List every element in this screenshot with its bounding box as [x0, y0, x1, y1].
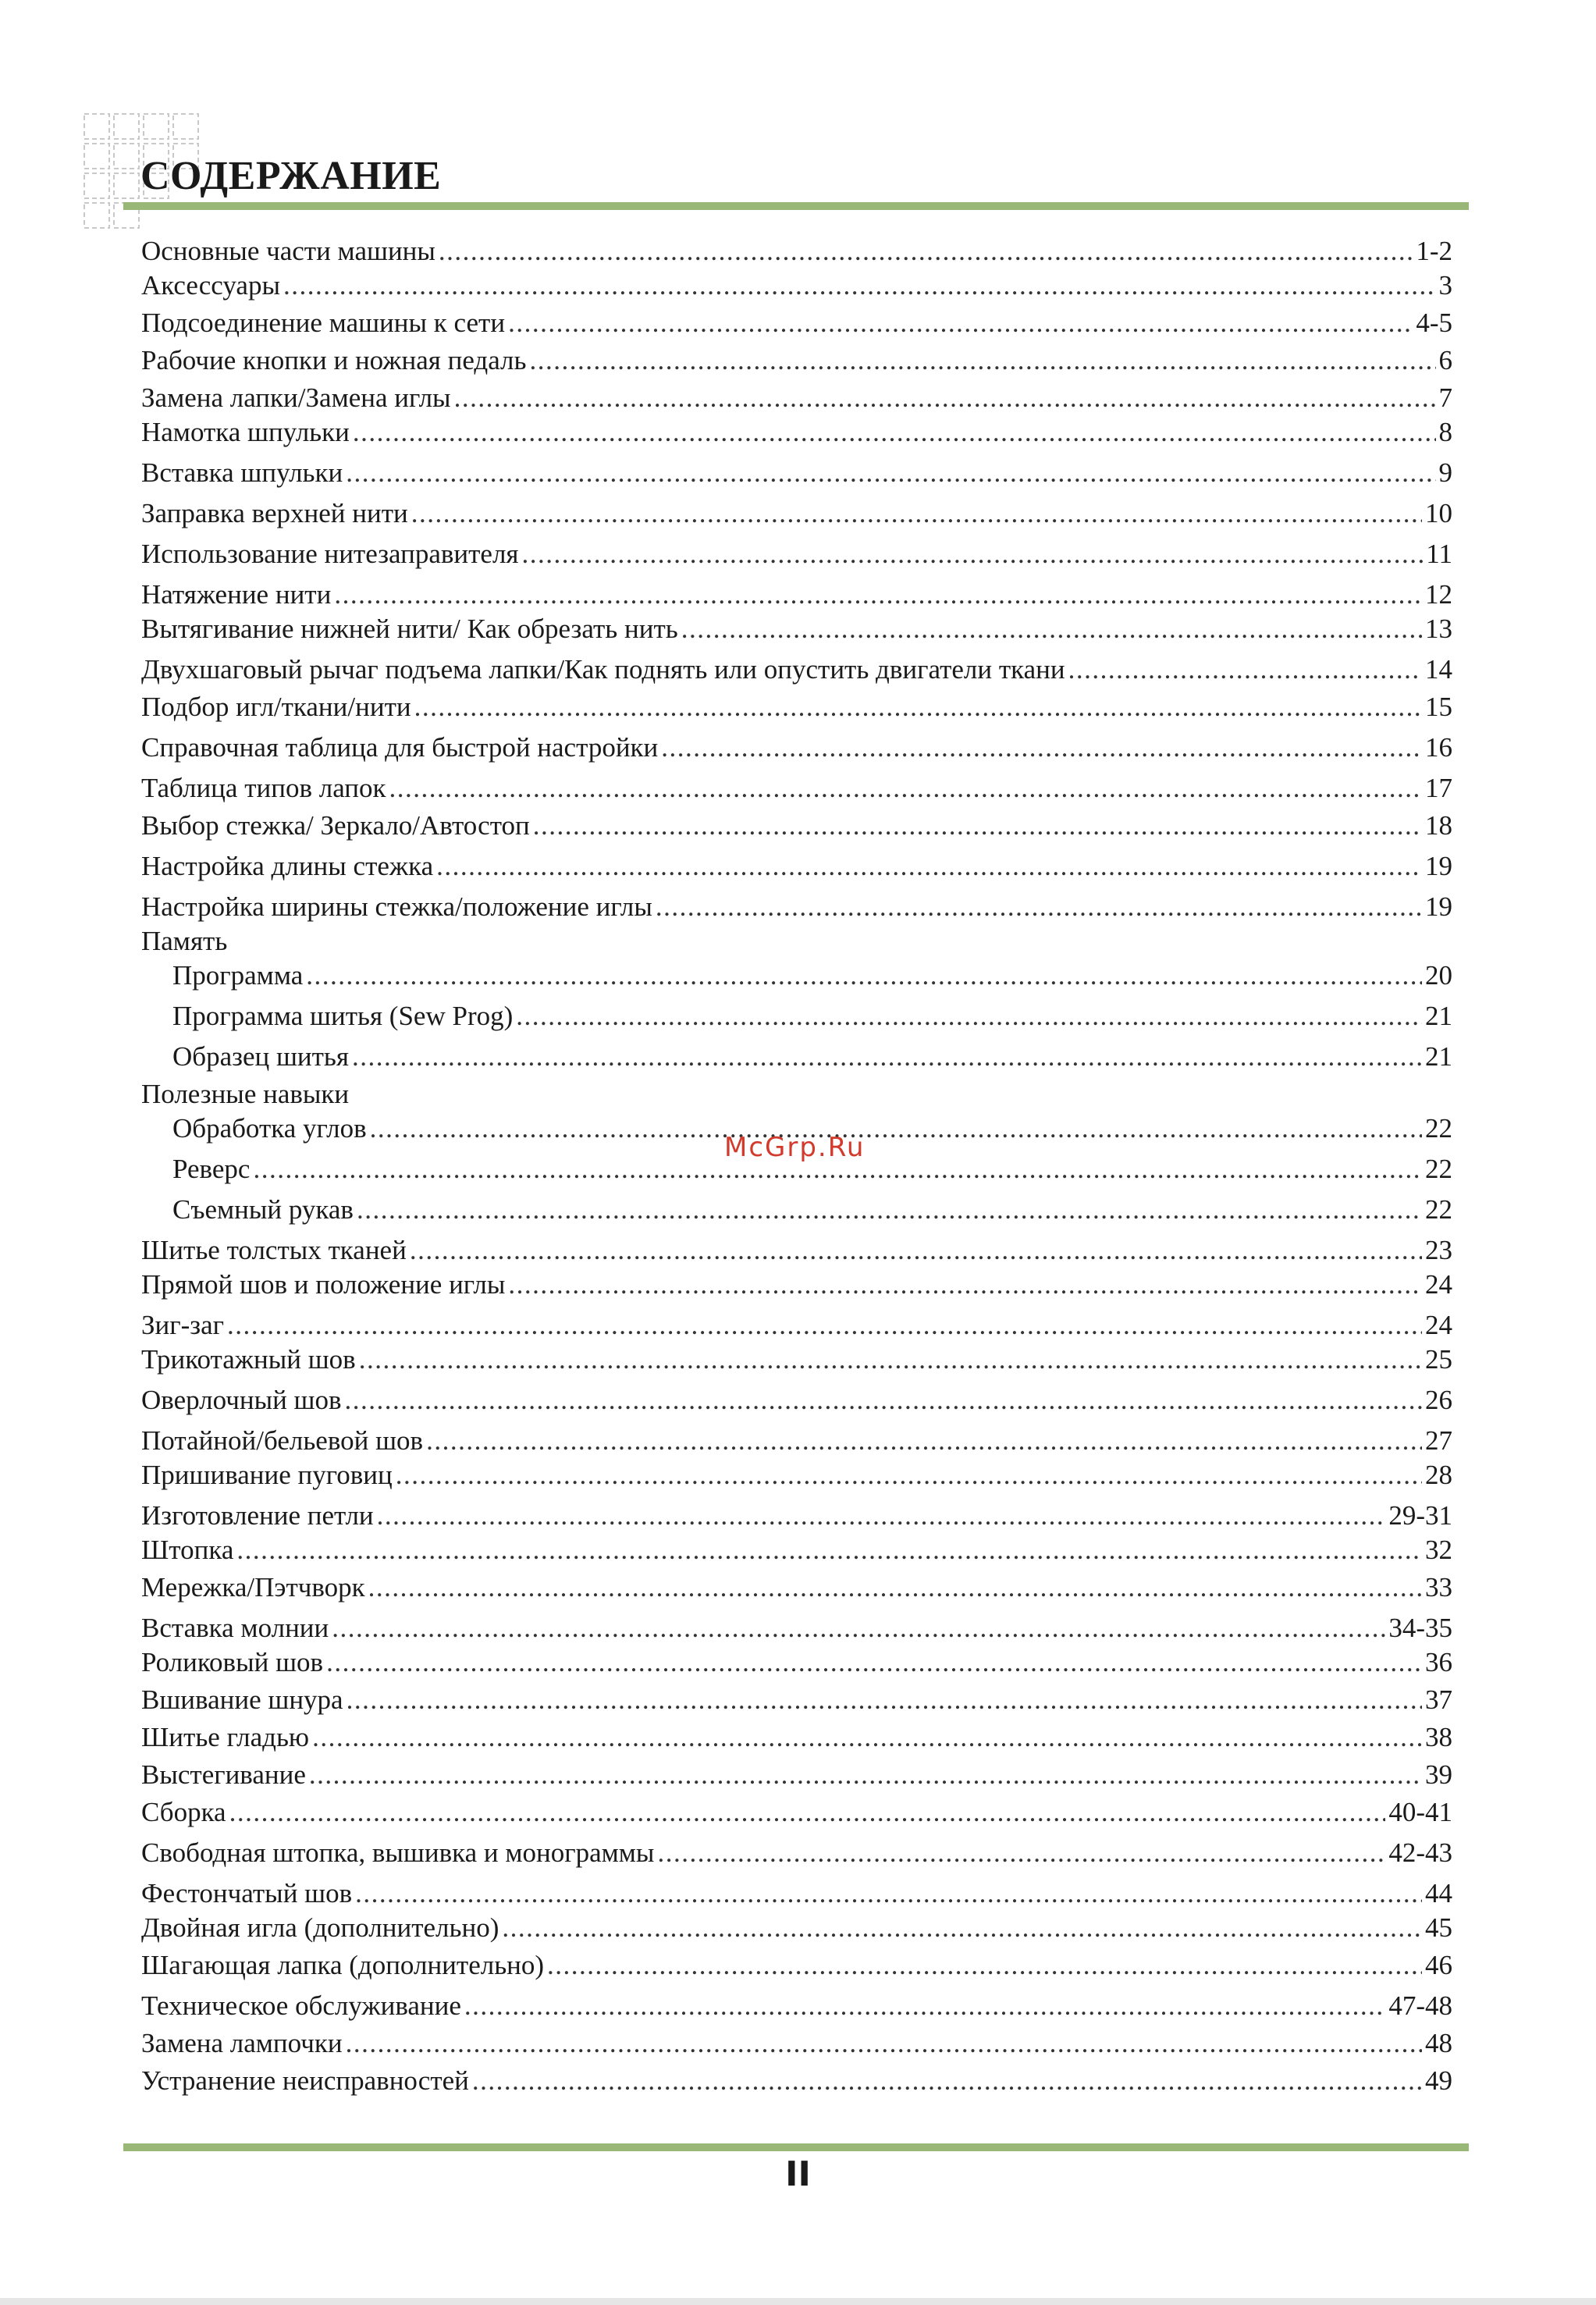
toc-dot-leader [346, 456, 1435, 490]
toc-entry-label: Вшивание шнура [141, 1684, 343, 1715]
toc-entry-label: Вставка шпульки [141, 457, 343, 488]
toc-entry-label: Выбор стежка/ Зеркало/Автостоп [141, 810, 530, 841]
toc-entry-page: 17 [1425, 773, 1452, 803]
toc-dot-leader [414, 690, 1422, 724]
toc-entry[interactable] [141, 1268, 1452, 1302]
toc-entry[interactable] [141, 1645, 1452, 1680]
toc-entry-page: 22 [1425, 1154, 1452, 1184]
toc-entry-page: 8 [1438, 417, 1452, 447]
toc-entry[interactable] [141, 1989, 1452, 2023]
toc-entry-label: Подбор игл/ткани/нити [141, 692, 411, 722]
toc-entry-page: 18 [1425, 810, 1452, 841]
toc-entry-label: Штопка [141, 1535, 234, 1565]
toc-entry-label: Настройка длины стежка [141, 851, 434, 881]
toc-dot-leader [508, 1268, 1422, 1302]
toc-entry-page: 26 [1425, 1385, 1452, 1415]
toc-entry-page: 16 [1425, 732, 1452, 763]
toc-entry-page: 32 [1425, 1535, 1452, 1565]
toc-entry-label: Обработка углов [172, 1113, 367, 1144]
toc-entry[interactable] [141, 343, 1452, 378]
toc-entry-label: Справочная таблица для быстрой настройки [141, 732, 659, 763]
toc-entry-page: 39 [1425, 1759, 1452, 1790]
toc-entry-page: 20 [1425, 960, 1452, 991]
toc-entry[interactable] [141, 1343, 1452, 1377]
toc-entry-label: Образец шитья [172, 1041, 349, 1072]
toc-dot-leader [530, 343, 1436, 378]
toc-entry[interactable] [172, 959, 1452, 993]
toc-entry[interactable] [141, 2026, 1452, 2061]
footer-rule [123, 2143, 1469, 2151]
toc-entry-label: Настройка ширины стежка/положение иглы [141, 891, 652, 922]
toc-entry-page: 21 [1425, 1041, 1452, 1072]
header-rule [123, 202, 1469, 210]
toc-dot-leader [681, 612, 1422, 646]
toc-entry-label: Трикотажный шов [141, 1344, 356, 1375]
toc-entry-page: 15 [1425, 692, 1452, 722]
toc-dot-leader [309, 1758, 1422, 1792]
toc-dot-leader [411, 496, 1422, 531]
toc-entry[interactable] [141, 381, 1452, 415]
toc-entry-page: 19 [1425, 891, 1452, 922]
toc-entry-label: Сборка [141, 1797, 226, 1827]
toc-entry-page: 25 [1425, 1344, 1452, 1375]
toc-entry-label: Использование нитезаправителя [141, 539, 519, 569]
toc-entry-label: Натяжение нити [141, 579, 332, 610]
toc-dot-leader [656, 890, 1422, 924]
toc-entry-label: Потайной/бельевой шов [141, 1425, 424, 1456]
toc-dot-leader [472, 2064, 1422, 2098]
toc-entry-page: 28 [1425, 1460, 1452, 1490]
toc-entry[interactable] [141, 1383, 1452, 1418]
toc-entry[interactable] [141, 1233, 1452, 1268]
toc-entry-page: 45 [1425, 1912, 1452, 1943]
toc-entry[interactable] [141, 1611, 1452, 1645]
toc-dot-leader [389, 771, 1423, 806]
toc-entry[interactable] [141, 1570, 1452, 1605]
toc-entry-page: 19 [1425, 851, 1452, 881]
toc-entry[interactable] [141, 849, 1452, 884]
toc-entry[interactable] [141, 496, 1452, 531]
toc-entry-page: 7 [1438, 382, 1452, 413]
toc-entry-page: 47-48 [1388, 1990, 1452, 2021]
toc-entry-label: Шитье гладью [141, 1722, 310, 1752]
toc-dot-leader [359, 1343, 1422, 1377]
toc-entry[interactable] [141, 578, 1452, 612]
toc-dot-leader [410, 1233, 1422, 1268]
toc-entry-page: 49 [1425, 2065, 1452, 2096]
toc-dot-leader [370, 1112, 1422, 1146]
toc-dot-leader [347, 1683, 1422, 1717]
toc-entry[interactable] [141, 1758, 1452, 1792]
toc-dot-leader [657, 1836, 1385, 1870]
toc-dot-leader [353, 415, 1436, 450]
toc-dot-leader [283, 269, 1436, 303]
toc-entry-page: 9 [1438, 457, 1452, 488]
toc-entry-label: Аксессуары [141, 270, 280, 301]
toc-entry[interactable] [141, 1308, 1452, 1343]
toc-entry[interactable] [141, 537, 1452, 571]
toc-entry-label: Свободная штопка, вышивка и монограммы [141, 1837, 655, 1868]
toc-dot-leader [533, 809, 1422, 843]
toc-entry-label: Память [141, 926, 228, 956]
toc-dot-leader [236, 1533, 1422, 1567]
toc-dot-leader [229, 1795, 1386, 1830]
toc-dot-leader [355, 1876, 1422, 1911]
page-number: II [785, 2154, 811, 2194]
toc-dot-leader [426, 1424, 1422, 1458]
toc-dot-leader [334, 578, 1422, 612]
toc-entry-page: 36 [1425, 1647, 1452, 1677]
toc-entry[interactable] [141, 1720, 1452, 1755]
toc-entry-label: Выстегивание [141, 1759, 306, 1790]
toc-entry-page: 29-31 [1388, 1500, 1452, 1531]
toc-entry[interactable] [141, 653, 1452, 687]
toc-entry-label: Полезные навыки [141, 1079, 350, 1109]
toc-entry-label: Фестончатый шов [141, 1878, 353, 1908]
toc-entry-page: 44 [1425, 1878, 1452, 1908]
toc-entry[interactable] [141, 415, 1452, 450]
toc-entry-page: 24 [1425, 1269, 1452, 1300]
toc-entry[interactable] [141, 771, 1452, 806]
toc-dot-leader [326, 1645, 1422, 1680]
toc-entry-label: Рабочие кнопки и ножная педаль [141, 345, 527, 375]
toc-dot-leader [436, 849, 1422, 884]
toc-dot-leader [352, 1040, 1422, 1074]
toc-entry-label: Зиг-заг [141, 1310, 224, 1340]
toc-entry[interactable] [141, 1876, 1452, 1911]
toc-entry-page: 21 [1425, 1001, 1452, 1031]
toc-entry[interactable] [141, 269, 1452, 303]
toc-entry-label: Программа шитья (Sew Prog) [172, 1001, 514, 1031]
page-title: СОДЕРЖАНИЕ [140, 154, 442, 198]
toc-entry[interactable] [141, 690, 1452, 724]
toc-entry-page: 4-5 [1416, 308, 1452, 338]
toc-dot-leader [454, 381, 1436, 415]
toc-entry[interactable] [141, 1424, 1452, 1458]
toc-dot-leader [502, 1911, 1422, 1945]
toc-entry-label: Основные части машины [141, 236, 435, 266]
bottom-edge [0, 2298, 1596, 2305]
toc-dot-leader [368, 1570, 1422, 1605]
toc-entry-page: 46 [1425, 1950, 1452, 1980]
toc-entry-page: 3 [1438, 270, 1452, 301]
toc-entry-label: Реверс [172, 1154, 251, 1184]
toc-entry-page: 11 [1426, 539, 1452, 569]
toc-entry-label: Вытягивание нижней нити/ Как обрезать нить [141, 614, 678, 644]
toc-entry-label: Программа [172, 960, 304, 991]
toc-entry-label: Съемный рукав [172, 1194, 354, 1225]
toc-dot-leader [346, 2026, 1422, 2061]
toc-entry-label: Мережка/Пэтчворк [141, 1572, 365, 1602]
toc-entry-label: Роликовый шов [141, 1647, 324, 1677]
toc-entry-page: 10 [1425, 498, 1452, 528]
toc-entry-page: 48 [1425, 2028, 1452, 2058]
toc-dot-leader [227, 1308, 1422, 1343]
toc-entry-label: Изготовление петли [141, 1500, 374, 1531]
toc-entry[interactable] [141, 1795, 1452, 1830]
toc-dot-leader [306, 959, 1422, 993]
toc-dot-leader [508, 306, 1413, 340]
toc-dot-leader [522, 537, 1424, 571]
toc-entry-label: Прямой шов и положение иглы [141, 1269, 506, 1300]
toc-entry[interactable] [141, 924, 1452, 959]
toc-entry-label: Оверлочный шов [141, 1385, 342, 1415]
toc-entry[interactable] [141, 2064, 1452, 2098]
toc-entry-label: Двухшаговый рычаг подъема лапки/Как поднять или опустить двигатели ткани [141, 654, 1065, 685]
toc-entry[interactable] [141, 1458, 1452, 1492]
toc-entry[interactable] [141, 306, 1452, 340]
toc-dot-leader [345, 1383, 1422, 1418]
toc-entry-page: 23 [1425, 1235, 1452, 1265]
toc-dot-leader [357, 1193, 1422, 1227]
toc-entry[interactable] [172, 1040, 1452, 1074]
toc-entry-label: Двойная игла (дополнительно) [141, 1912, 499, 1943]
toc-entry[interactable] [141, 1533, 1452, 1567]
toc-entry[interactable] [172, 1193, 1452, 1227]
toc-entry[interactable] [141, 809, 1452, 843]
toc-entry-page: 42-43 [1388, 1837, 1452, 1868]
toc-entry-label: Шагающая лапка (дополнительно) [141, 1950, 545, 1980]
toc-entry-page: 38 [1425, 1722, 1452, 1752]
toc-entry-page: 1-2 [1416, 236, 1452, 266]
toc-entry[interactable] [141, 731, 1452, 765]
toc-entry[interactable] [141, 456, 1452, 490]
toc-entry-label: Замена лапки/Замена иглы [141, 382, 451, 413]
watermark: McGrp.Ru [724, 1132, 866, 1163]
toc-dot-leader [1068, 653, 1422, 687]
toc-entry-label: Заправка верхней нити [141, 498, 408, 528]
toc-entry[interactable] [141, 1911, 1452, 1945]
toc-entry[interactable] [141, 1499, 1452, 1533]
toc-dot-leader [332, 1611, 1385, 1645]
toc-entry-page: 22 [1425, 1113, 1452, 1144]
toc-entry[interactable] [141, 1077, 1452, 1112]
toc-entry-page: 37 [1425, 1684, 1452, 1715]
toc-entry-label: Вставка молнии [141, 1613, 329, 1643]
toc-entry[interactable] [141, 1683, 1452, 1717]
toc-entry[interactable] [141, 1948, 1452, 1983]
toc-entry-label: Шитье толстых тканей [141, 1235, 407, 1265]
toc-entry-label: Пришивание пуговиц [141, 1460, 393, 1490]
toc-entry-label: Техническое обслуживание [141, 1990, 461, 2021]
toc-dot-leader [661, 731, 1422, 765]
toc-entry-page: 40-41 [1388, 1797, 1452, 1827]
toc-entry-page: 24 [1425, 1310, 1452, 1340]
toc-dot-leader [516, 999, 1422, 1033]
toc-entry[interactable] [141, 234, 1452, 269]
toc-dot-leader [464, 1989, 1385, 2023]
toc-dot-leader [396, 1458, 1422, 1492]
toc-entry-page: 33 [1425, 1572, 1452, 1602]
toc-entry-label: Устранение неисправностей [141, 2065, 469, 2096]
toc-entry-label: Намотка шпульки [141, 417, 350, 447]
toc-entry-label: Таблица типов лапок [141, 773, 386, 803]
toc-entry-page: 14 [1425, 654, 1452, 685]
toc-entry[interactable] [141, 1836, 1452, 1870]
toc-entry[interactable] [172, 999, 1452, 1033]
toc-entry-label: Подсоединение машины к сети [141, 308, 506, 338]
toc-entry-page: 34-35 [1388, 1613, 1452, 1643]
toc-entry[interactable] [141, 890, 1452, 924]
toc-dot-leader [439, 234, 1413, 269]
toc-entry-page: 27 [1425, 1425, 1452, 1456]
toc-entry-page: 6 [1438, 345, 1452, 375]
toc-entry-page: 12 [1425, 579, 1452, 610]
toc-dot-leader [377, 1499, 1386, 1533]
toc-entry-page: 13 [1425, 614, 1452, 644]
toc-entry[interactable] [141, 612, 1452, 646]
toc-entry-page: 22 [1425, 1194, 1452, 1225]
toc-dot-leader [312, 1720, 1422, 1755]
toc-dot-leader [547, 1948, 1422, 1983]
toc-entry-label: Замена лампочки [141, 2028, 343, 2058]
